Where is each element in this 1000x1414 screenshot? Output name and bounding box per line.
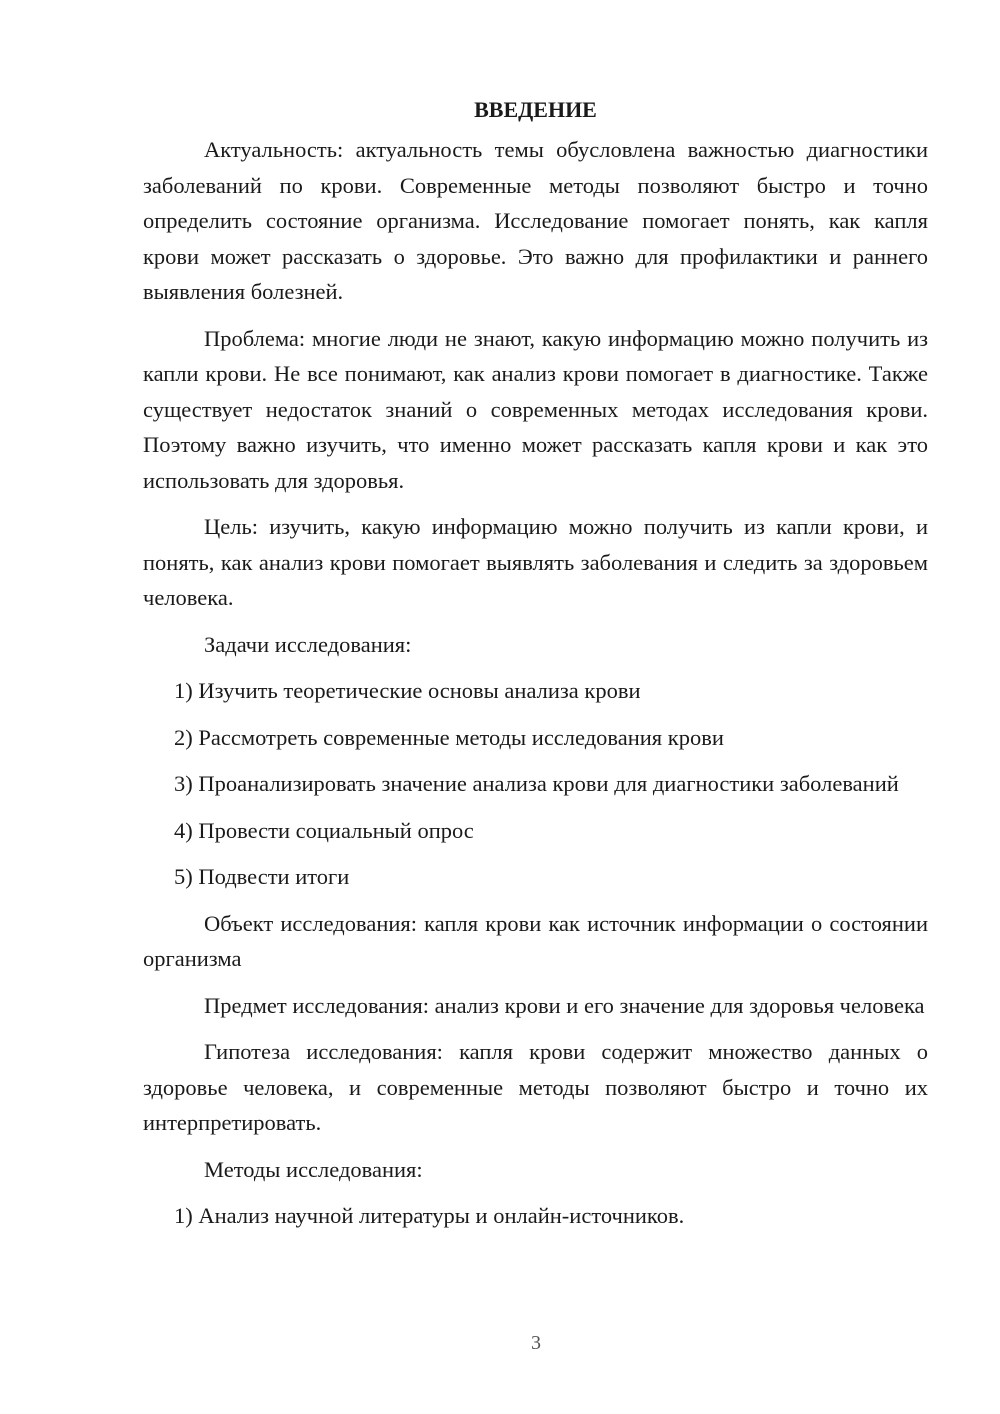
task-item: 5) Подвести итоги — [174, 864, 350, 889]
task-item: 3) Проанализировать значение анализа крови для диагностики заболеваний — [174, 771, 899, 796]
document-page — [143, 92, 928, 1245]
tasks-title: Задачи исследования: — [204, 631, 412, 657]
method-item: 1) Анализ научной литературы и онлайн-источников. — [174, 1203, 685, 1228]
relevance-paragraph: Актуальность: актуальность темы обусловлена важностью диагностики заболеваний по крови. Современные методы позволяют быстро и точно определить состояние организма. Исследование помогает понять, как капля крови может рассказать о здоровье. Это важно для профилактики и раннего выявления болезней. — [143, 137, 928, 304]
page-title: ВВЕДЕНИЕ — [474, 97, 597, 122]
object-paragraph: Объект исследования: капля крови как источник информации о состоянии организма — [143, 910, 928, 971]
task-item: 4) Провести социальный опрос — [174, 817, 474, 843]
page-number: 3 — [531, 1332, 541, 1354]
task-item: 1) Изучить теоретические основы анализа крови — [174, 678, 641, 703]
subject-paragraph: Предмет исследования: анализ крови и его значение для здоровья человека — [204, 992, 925, 1018]
goal-paragraph: Цель: изучить, какую информацию можно получить из капли крови, и понять, как анализ крови помогает выявлять заболевания и следить за здоровьем человека. — [143, 514, 928, 610]
task-item: 2) Рассмотреть современные методы исследования крови — [174, 724, 724, 750]
hypothesis-paragraph: Гипотеза исследования: капля крови содержит множество данных о здоровье человека, и современные методы позволяют быстро и точно их интерпретировать. — [143, 1039, 928, 1135]
methods-title: Методы исследования: — [204, 1156, 423, 1182]
problem-paragraph: Проблема: многие люди не знают, какую информацию можно получить из капли крови. Не все понимают, как анализ крови помогает в диагностике. Также существует недостаток знаний о современных методах исследования крови. Поэтому важно изучить, что именно может рассказать капля крови и как это использовать для здоровья. — [143, 325, 928, 493]
